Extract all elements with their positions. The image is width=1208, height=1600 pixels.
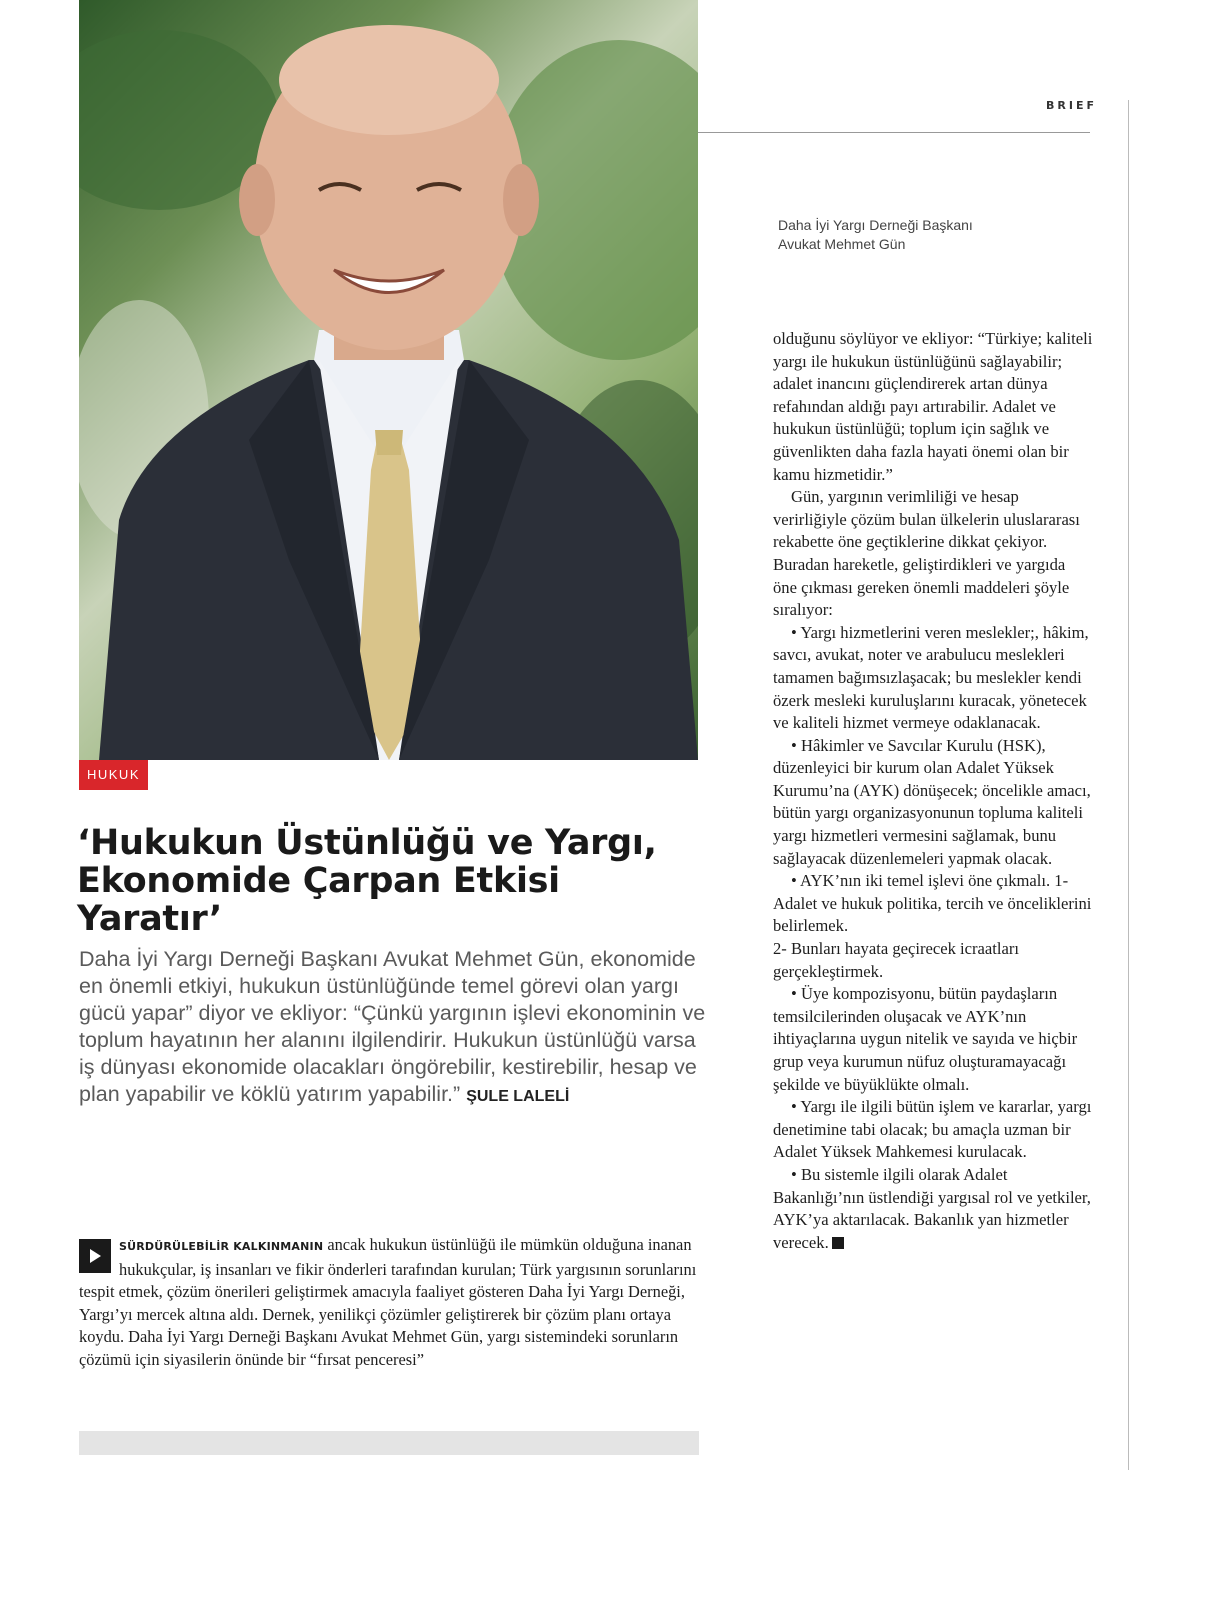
portrait-illustration (79, 0, 698, 760)
caption-line-1: Daha İyi Yargı Derneği Başkanı (778, 217, 973, 233)
author-byline: ŞULE LALELİ (466, 1088, 570, 1105)
right-margin-rule (1128, 100, 1129, 1470)
bullet-text: • Bu sistemle ilgili olarak Adalet Bakanlığı’nın üstlendiği yargısal rol ve yetkiler, AYK’ya aktarılacak. Bakanlık yan hizmetler verecek. (773, 1164, 1091, 1252)
headline-line-1: ‘Hukukun Üstünlüğü ve Yargı, (77, 823, 657, 863)
body-column-right (773, 328, 1093, 1254)
section-label: BRIEF (1046, 99, 1097, 112)
bullet-item-continued: 2- Bunları hayata geçirecek icraatları gerçekleştirmek. (773, 939, 1019, 981)
bullet-item: • AYK’nın iki temel işlevi öne çıkmalı. 1-Adalet ve hukuk politika, tercih ve önceliklerini belirlemek. (773, 871, 1092, 936)
body-column-left (79, 1234, 701, 1372)
category-tag: HUKUK (79, 760, 148, 790)
bullet-item-last (773, 1164, 1093, 1254)
headline-line-2: Ekonomide Çarpan Etkisi (77, 861, 560, 901)
photo-caption (778, 216, 1078, 254)
header-rule (698, 132, 1090, 133)
headline-line-3: Yaratır’ (77, 899, 222, 939)
footer-band (79, 1431, 699, 1455)
caption-line-2: Avukat Mehmet Gün (778, 236, 906, 252)
article-deck (79, 946, 709, 1110)
bullet-item: • Hâkimler ve Savcılar Kurulu (HSK), düzenleyici bir kurum olan Adalet Yüksek Kurumu’na (AYK) dönüşecek; öncelikle amacı, bütün yargı organizasyonunun topluma kaliteli yargı hizmetleri vermesini sağlamak, bunu sağlayacak düzenlemeleri yapmak olacak. (773, 735, 1091, 868)
lead-in: SÜRDÜRÜLEBİLİR KALKINMANIN (119, 1240, 324, 1253)
deck-text: Daha İyi Yargı Derneği Başkanı Avukat Mehmet Gün, ekonomide en önemli etkiyi, hukukun üstünlüğünde temel görevi olan yargı gücü yapar” diyor ve ekliyor: “Çünkü yargının işlevi ekonominin ve toplum hayatının her alanını ilgilendirir. Hukukun üstünlüğü varsa iş dünyası ekonomide olacakları öngörebilir, kestirebilir, hesap ve plan yapabilir ve köklü yatırım yapabilir.” (79, 947, 706, 1106)
bullet-item: • Yargı hizmetlerini veren meslekler;, hâkim, savcı, avukat, noter ve arabulucu meslekleri tamamen bağımsızlaşacak; bu meslekler kendi özerk mesleki kuruluşlarını kuracak, yönetecek ve kaliteli hizmet vermeye odaklanacak. (773, 622, 1089, 733)
body-left-text: ancak hukukun üstünlüğü ile mümkün olduğuna inanan hukukçular, iş insanları ve fikir önderleri tarafından kurulan; Türk yargısının sorunlarını tespit etmek, çözüm önerileri geliştirmek amacıyla faaliyet gösteren Daha İyi Yargı Derneği, Yargı’yı mercek altına aldı. Dernek, yenilikçi çözümler geliştirerek bir çözüm planı ortaya koydu. Daha İyi Yargı Derneği Başkanı Avukat Mehmet Gün, yargı sistemindeki sorunların çözümü için siyasilerin önünde bir “fırsat penceresi” (79, 1235, 697, 1369)
play-icon (79, 1239, 111, 1273)
paragraph: olduğunu söylüyor ve ekliyor: “Türkiye; kaliteli yargı ile hukukun üstünlüğünü sağlayabilir; adalet inancını güçlendirerek artan dünya refahından aldığı payı artırabilir. Adalet ve hukukun üstünlüğü; toplum için sağlık ve güvenlikten daha fazla hayati önemi olan bir kamu hizmetidir.” (773, 329, 1093, 484)
article-headline (77, 824, 717, 938)
paragraph: Gün, yargının verimliliği ve hesap verirliğiyle çözüm bulan ülkelerin uluslararası rekabette öne geçtiklerine dikkat çekiyor. Buradan hareketle, geliştirdikleri ve yargıda öne çıkması gereken önemli maddeleri şöyle sıralıyor: (773, 487, 1080, 620)
portrait-photo (79, 0, 698, 760)
bullet-item: • Üye kompozisyonu, bütün paydaşların temsilcilerinden oluşacak ve AYK’nın ihtiyaçlarına uygun nitelik ve sayıda ve hiçbir grup veya kurumun nüfuz oluşturamayacağı şekilde ve büyüklükte olmalı. (773, 984, 1078, 1094)
end-of-article-icon (832, 1237, 844, 1249)
bullet-item: • Yargı ile ilgili bütün işlem ve kararlar, yargı denetimine tabi olacak; bu amaçla uzman bir Adalet Yüksek Mahkemesi kurulacak. (773, 1097, 1092, 1162)
